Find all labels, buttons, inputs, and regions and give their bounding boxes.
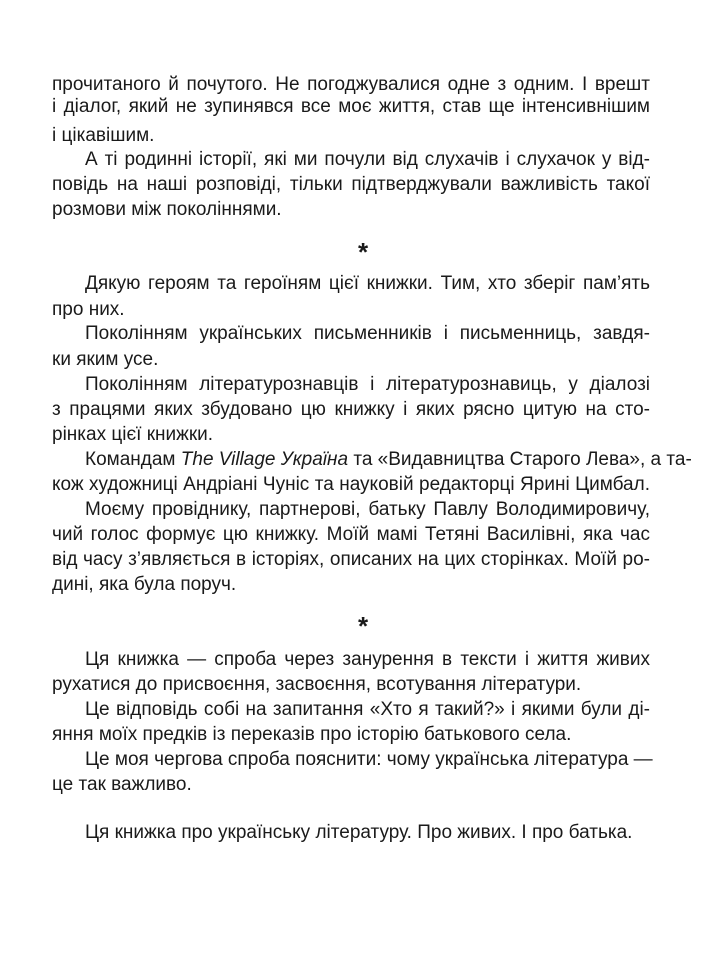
- p4-line-2-text: ки яким усе.: [52, 349, 159, 370]
- p8-line-1-text: Ця книжка — спроба через занурення в тексти і життя живих: [85, 649, 650, 670]
- p7-line-1: [85, 499, 650, 521]
- p8-line-2: [52, 674, 650, 696]
- p2-line-3-text: розмови між поколіннями.: [52, 199, 282, 220]
- p4-line-1-text: Поколінням українських письменників і письменниць, завдя-: [85, 323, 650, 344]
- p5-line-2: [52, 399, 650, 421]
- p5-line-2-text: з працями яких збудовано цю книжку і яких рясно цитую на сто-: [52, 399, 650, 420]
- p2-line-1-text: А ті родинні історії, які ми почули від слухачів і слухачок у від-: [85, 149, 650, 170]
- p7-line-2: [52, 524, 650, 546]
- p2-line-2: [52, 174, 650, 196]
- p11-line-1-text: Ця книжка про українську літературу. Про живих. І про батька.: [85, 822, 633, 843]
- p4-line-1: [85, 323, 650, 345]
- p10-line-1: [85, 749, 653, 771]
- p11-line-1: [85, 822, 650, 844]
- p9-line-1: [85, 699, 650, 721]
- p9-line-2: [52, 724, 650, 746]
- p1-line-2-text: і діалог, який не зупинявся все моє життя, став ще інтенсивнішим: [52, 96, 650, 117]
- p2-line-2-text: повідь на наші розповіді, тільки підтверджували важливість такої: [52, 174, 650, 195]
- p3-line-1-text: Дякую героям та героїням цієї книжки. Тим, хто зберіг пам’ять: [85, 273, 650, 294]
- p1-line-1: [52, 74, 650, 96]
- p6-line-1-text-b: та «Видавництва Старого Лева», а та-: [348, 449, 692, 470]
- p6-line-2-text: кож художниці Андріані Чуніс та науковій редакторці Ярині Цимбал.: [52, 474, 650, 495]
- section-separator-2: *: [357, 611, 369, 641]
- section-separator-1: *: [357, 237, 369, 267]
- p7-line-1-text: Моєму провіднику, партнерові, батьку Павлу Володимировичу,: [85, 499, 650, 520]
- p7-line-3: [52, 549, 650, 571]
- p5-line-3: [52, 424, 650, 446]
- p6-line-2: [52, 474, 650, 496]
- p2-line-3: [52, 199, 650, 221]
- p6-line-1-italic-title: The Village Україна: [180, 449, 349, 470]
- p7-line-4-text: дині, яка була поруч.: [52, 574, 237, 595]
- p3-line-1: [85, 273, 650, 295]
- p1-line-1-text: прочитаного й почутого. Не погоджувалися одне з одним. І врешт: [52, 74, 650, 95]
- p1-line-3-text: і цікавішим.: [52, 125, 155, 146]
- p3-line-2: [52, 299, 650, 321]
- p2-line-1: [85, 149, 650, 171]
- p8-line-1: [85, 649, 650, 671]
- p9-line-1-text: Це відповідь собі на запитання «Хто я такий?» і якими були ді-: [85, 699, 650, 720]
- p7-line-4: [52, 574, 650, 596]
- p8-line-2-text: рухатися до присвоєння, засвоєння, всотування літератури.: [52, 674, 582, 695]
- p1-line-3: [52, 125, 650, 147]
- p3-line-2-text: про них.: [52, 299, 125, 320]
- p10-line-2: [52, 774, 650, 796]
- p1-line-2: [52, 96, 650, 118]
- p6-line-1-text-a: Командам: [85, 449, 181, 470]
- p5-line-3-text: рінках цієї книжки.: [52, 424, 214, 445]
- p9-line-2-text: яння моїх предків із переказів про історію батькового села.: [52, 724, 572, 745]
- p4-line-2: [52, 349, 650, 371]
- p7-line-3-text: від часу з’являється в історіях, описаних на цих сторінках. Моїй ро-: [52, 549, 650, 570]
- p10-line-2-text: це так важливо.: [52, 774, 192, 795]
- p6-line-1: [85, 449, 692, 471]
- p5-line-1: [85, 374, 650, 396]
- p5-line-1-text: Поколінням літературознавців і літературознавиць, у діалозі: [85, 374, 650, 395]
- p10-line-1-text: Це моя чергова спроба пояснити: чому українська література —: [85, 749, 653, 770]
- p7-line-2-text: чий голос формує цю книжку. Моїй мамі Тетяні Василівні, яка час: [52, 524, 650, 545]
